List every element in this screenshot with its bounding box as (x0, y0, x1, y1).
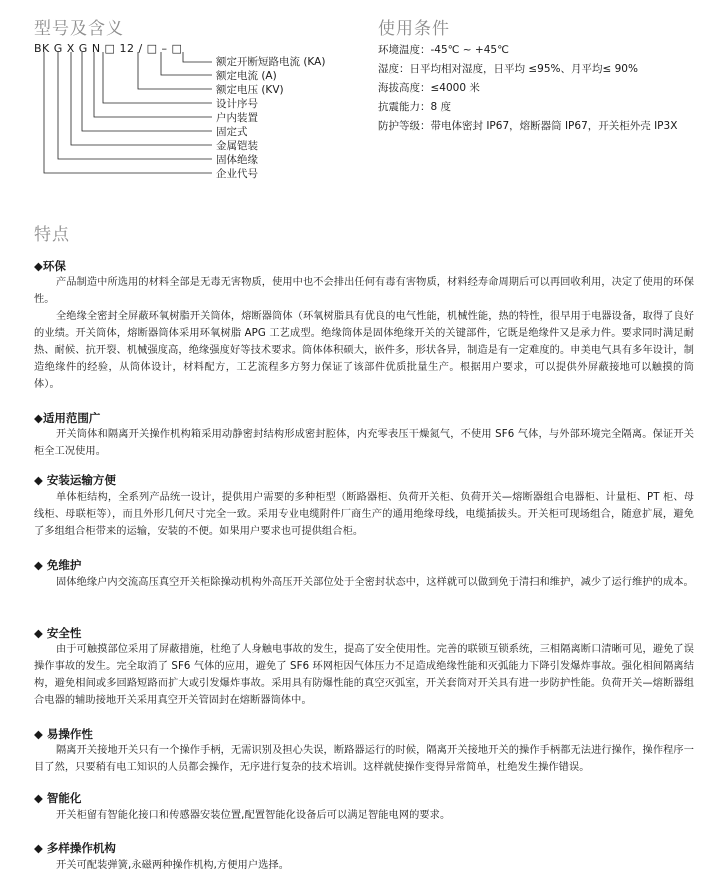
condition-item: 海拔高度：≤4000 米 (378, 82, 480, 94)
section-paragraph: 开关柜留有智能化接口和传感器安装位置,配置智能化设备后可以满足智能电网的要求。 (56, 810, 451, 821)
section-title-intelligent: ◆ 智能化 (34, 791, 82, 805)
leader-line (82, 52, 212, 131)
section-title-operability: ◆ 易操作性 (34, 727, 93, 741)
model-code: BK G X G N □ 12 / □ – □ (34, 42, 183, 55)
section-title-applicability: ◆适用范围广 (34, 411, 101, 425)
section-paragraph: 开关筒体和隔离开关操作机构箱采用动静密封结构形成密封腔体，内充零表压干燥氮气，不使用 SF6 气体，与外部环境完全隔离。保证开关柜全工况使用。 (34, 429, 694, 457)
leader-line (44, 52, 212, 173)
legend-item: 固体绝缘 (216, 154, 258, 166)
condition-item: 抗震能力：8 度 (378, 101, 452, 113)
legend-item: 额定电流 (A) (216, 70, 277, 82)
model-heading: 型号及含义 (34, 19, 124, 39)
condition-item: 湿度：日平均相对湿度，日平均 ≤95%、月平均≤ 90% (378, 63, 638, 75)
leader-line (103, 52, 212, 103)
leader-line (183, 52, 212, 62)
section-title-mechanisms: ◆ 多样操作机构 (34, 841, 116, 855)
condition-item: 环境温度：-45℃ ~ +45℃ (378, 44, 509, 56)
section-paragraph: 隔离开关接地开关只有一个操作手柄，无需识别及担心失误，断路器运行的时候，隔离开关接地开关的操作手柄都无法进行操作，操作程序一目了然，只要稍有电工知识的人员都会操作，无序进行复杂的技术培训。这样就使操作变得异常简单，杜绝发生操作错误。 (34, 745, 694, 773)
section-paragraph: 固体绝缘户内交流高压真空开关柜除操动机构外高压开关部位处于全密封状态中，这样就可以做到免于清扫和维护，减少了运行维护的成本。 (56, 577, 694, 588)
model-code-leader-lines (0, 0, 703, 200)
section-title-environment: ◆环保 (34, 259, 66, 273)
leader-line (161, 52, 212, 75)
section-title-safety: ◆ 安全性 (34, 626, 82, 640)
conditions-heading: 使用条件 (378, 19, 450, 39)
section-paragraph: 开关可配装弹簧,永磁两种操作机构,方便用户选择。 (56, 860, 289, 871)
section-paragraph: 单体柜结构，全系列产品统一设计，提供用户需要的多种柜型（断路器柜、负荷开关柜、负荷开关—熔断器组合电器柜、计量柜、PT 柜、母线柜、母联柜等），而且外形几何尺寸完全一致。采用专业电缆附件厂商生产的通用绝缘母线，电缆插拔头。开关柜可现场组合，随意扩展，避免了多组组合柜带来的运输，安装的不便。如果用户要求也可提供组合柜。 (34, 492, 694, 537)
features-heading: 特点 (34, 225, 70, 245)
legend-item: 企业代号 (216, 168, 258, 180)
section-paragraph: 全绝缘全密封全屏蔽环氧树脂开关筒体，熔断器筒体（环氧树脂具有优良的电气性能，机械性能，热的特性，很早用于电器设备，取得了良好的业绩。开关筒体，熔断器筒体采用环氧树脂 APG 工艺成型。绝缘筒体是固体绝缘开关的关键部件，它既是绝缘件又是承力件。要求同时满足耐热、耐候、抗开裂、机械强度高，绝缘强度好等技术要求。筒体体积硕大，嵌件多，形状各异，制造是有一定难度的。申美电气具有多年设计，制造绝缘件的经验，从筒体设计，材料配方，工艺流程多方努力保证了该部件优质批量生产。根据用户要求，可以提供外屏蔽接地可以触摸的筒体）。 (34, 311, 694, 390)
legend-item: 额定电压 (KV) (216, 84, 284, 96)
leader-line (58, 52, 212, 159)
legend-item: 金属铠装 (216, 140, 258, 152)
section-title-installation: ◆ 安装运输方便 (34, 473, 116, 487)
legend-item: 户内装置 (216, 112, 258, 124)
legend-item: 额定开断短路电流 (KA) (216, 56, 326, 68)
condition-item: 防护等级：带电体密封 IP67，熔断器筒 IP67，开关柜外壳 IP3X (378, 120, 678, 132)
section-paragraph: 由于可触摸部位采用了屏蔽措施，杜绝了人身触电事故的发生，提高了安全使用性。完善的联锁互锁系统，三相隔离断口清晰可见，避免了误操作事故的发生。完全取消了 SF6 气体的应用，避免了 SF6 环网柜因气体压力不足造成绝缘性能和灭弧能力下降引发爆炸事故。强化相间隔离结构，避免相间或多回路短路而扩大或引发爆炸事故。采用具有防爆性能的真空灭弧室，开关套筒对开关具有进一步防护性能。负荷开关—熔断器组合电器的辅助接地开关采用真空开关管固封在熔断器筒体中。 (34, 644, 694, 706)
legend-item: 固定式 (216, 126, 248, 138)
section-title-maintenance-free: ◆ 免维护 (34, 558, 82, 572)
leader-line (138, 52, 212, 89)
section-paragraph: 产品制造中所选用的材料全部是无毒无害物质，使用中也不会排出任何有毒有害物质，材料经寿命周期后可以再回收利用，决定了使用的环保性。 (34, 277, 694, 305)
legend-item: 设计序号 (216, 98, 258, 110)
